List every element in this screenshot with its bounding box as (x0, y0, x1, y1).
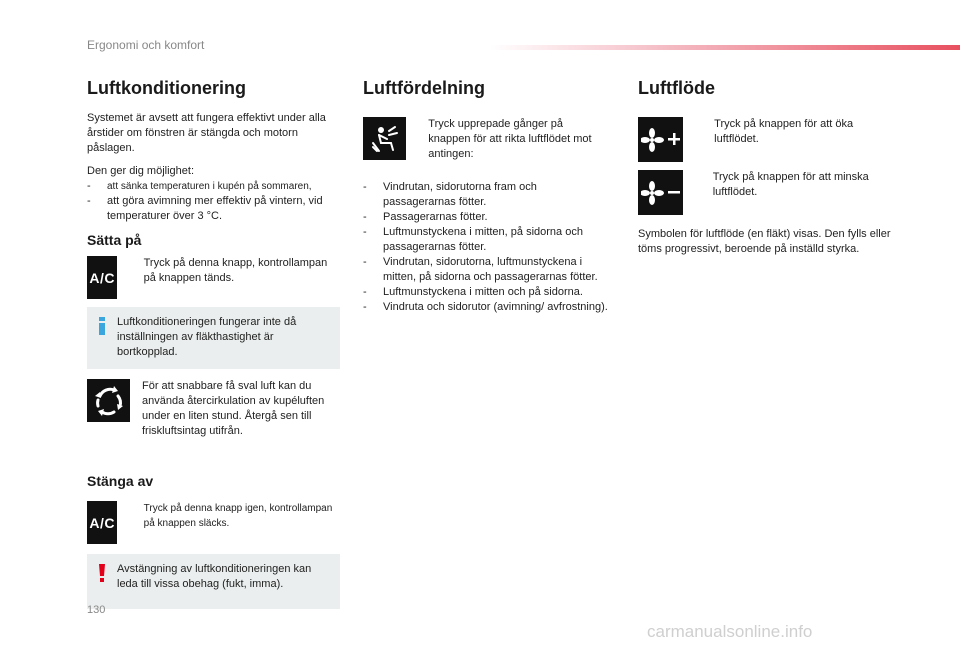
column-air-flow (638, 78, 893, 257)
recirculation-block (87, 379, 340, 439)
fan-minus-icon[interactable] (638, 170, 683, 215)
header-accent-bar (490, 45, 960, 50)
pointer-icon (129, 501, 143, 531)
fan-plus-icon[interactable] (638, 117, 683, 162)
turn-off-text: Tryck på denna knapp igen, kontrollampan på knappen släcks. (143, 503, 333, 529)
list-item: - Vindrutan, sidorutorna, luftmunstyckena i mitten, på sidorna och passagerarnas fötter. (363, 256, 598, 283)
info-note (87, 307, 340, 369)
column-air-conditioning (87, 78, 340, 609)
distribution-text: Tryck upprepade gånger på knappen för att rikta luftflödet mot antingen: (428, 118, 592, 160)
list-item: - Luftmunstyckena i mitten och på sidorna. (363, 286, 583, 298)
turn-on-action (87, 256, 340, 299)
section-title-air-conditioning: Luftkonditionering (87, 78, 246, 98)
distribution-options (363, 180, 608, 315)
column-air-distribution (363, 78, 608, 315)
watermark: carmanualsonline.info (647, 622, 813, 641)
pointer-icon (129, 256, 143, 286)
page-number: 130 (87, 604, 106, 616)
ac-button-icon[interactable]: A/C (87, 256, 117, 299)
ac-button-icon[interactable]: A/C (87, 501, 117, 544)
flow-note: Symbolen för luftflöde (en fläkt) visas. Den fylls eller töms progressivt, beroende på inställd styrka. (638, 228, 891, 255)
turn-off-action (87, 501, 340, 544)
pointer-icon (695, 170, 713, 200)
warning-icon (97, 562, 117, 601)
info-note-text: Luftkonditioneringen fungerar inte då inställningen av fläkthastighet är bortkopplad. (117, 316, 297, 358)
decrease-flow-action (638, 170, 893, 215)
recirculation-text: För att snabbare få sval luft kan du använda återcirkulation av kupéluften under en liten stund. Återgå sen till friskluftsintag utifrån. (142, 380, 325, 437)
warning-note-text: Avstängning av luftkonditioneringen kan leda till vissa obehag (fukt, imma). (117, 563, 312, 590)
list-item: - Vindrutan, sidorutorna fram och passagerarnas fötter. (363, 181, 537, 208)
list-item: - att göra avimning mer effektiv på vintern, vid temperaturer över 3 °C. (87, 195, 323, 222)
increase-flow-text: Tryck på knappen för att öka luftflödet. (714, 118, 854, 145)
turn-on-text: Tryck på denna knapp, kontrollampan på knappen tänds. (143, 257, 328, 284)
possibilities-label: Den ger dig möjlighet: (87, 165, 195, 177)
intro-text: Systemet är avsett att fungera effektivt under alla årstider om fönstren är stängda och motorn påslagen. (87, 112, 326, 154)
heading-turn-off: Stänga av (87, 473, 154, 489)
info-icon (97, 315, 117, 361)
pointer-icon (695, 117, 714, 147)
section-header: Ergonomi och komfort (87, 38, 205, 52)
increase-flow-action (638, 117, 893, 162)
list-item: - Passagerarnas fötter. (363, 211, 488, 223)
list-item: - att sänka temperaturen i kupén på sommaren, (87, 180, 312, 192)
possibilities-list (87, 179, 340, 224)
distribution-action (363, 117, 608, 162)
section-title-air-distribution: Luftfördelning (363, 78, 485, 98)
warning-note (87, 554, 340, 609)
section-title-air-flow: Luftflöde (638, 78, 715, 98)
decrease-flow-text: Tryck på knappen för att minska luftflödet. (712, 171, 869, 198)
heading-turn-on: Sätta på (87, 232, 142, 248)
pointer-icon (418, 117, 428, 162)
list-item: - Vindruta och sidorutor (avimning/ avfrostning). (363, 301, 608, 313)
list-item: - Luftmunstyckena i mitten, på sidorna och passagerarnas fötter. (363, 226, 583, 253)
air-distribution-icon[interactable] (363, 117, 406, 160)
recirculation-icon[interactable] (87, 379, 130, 422)
